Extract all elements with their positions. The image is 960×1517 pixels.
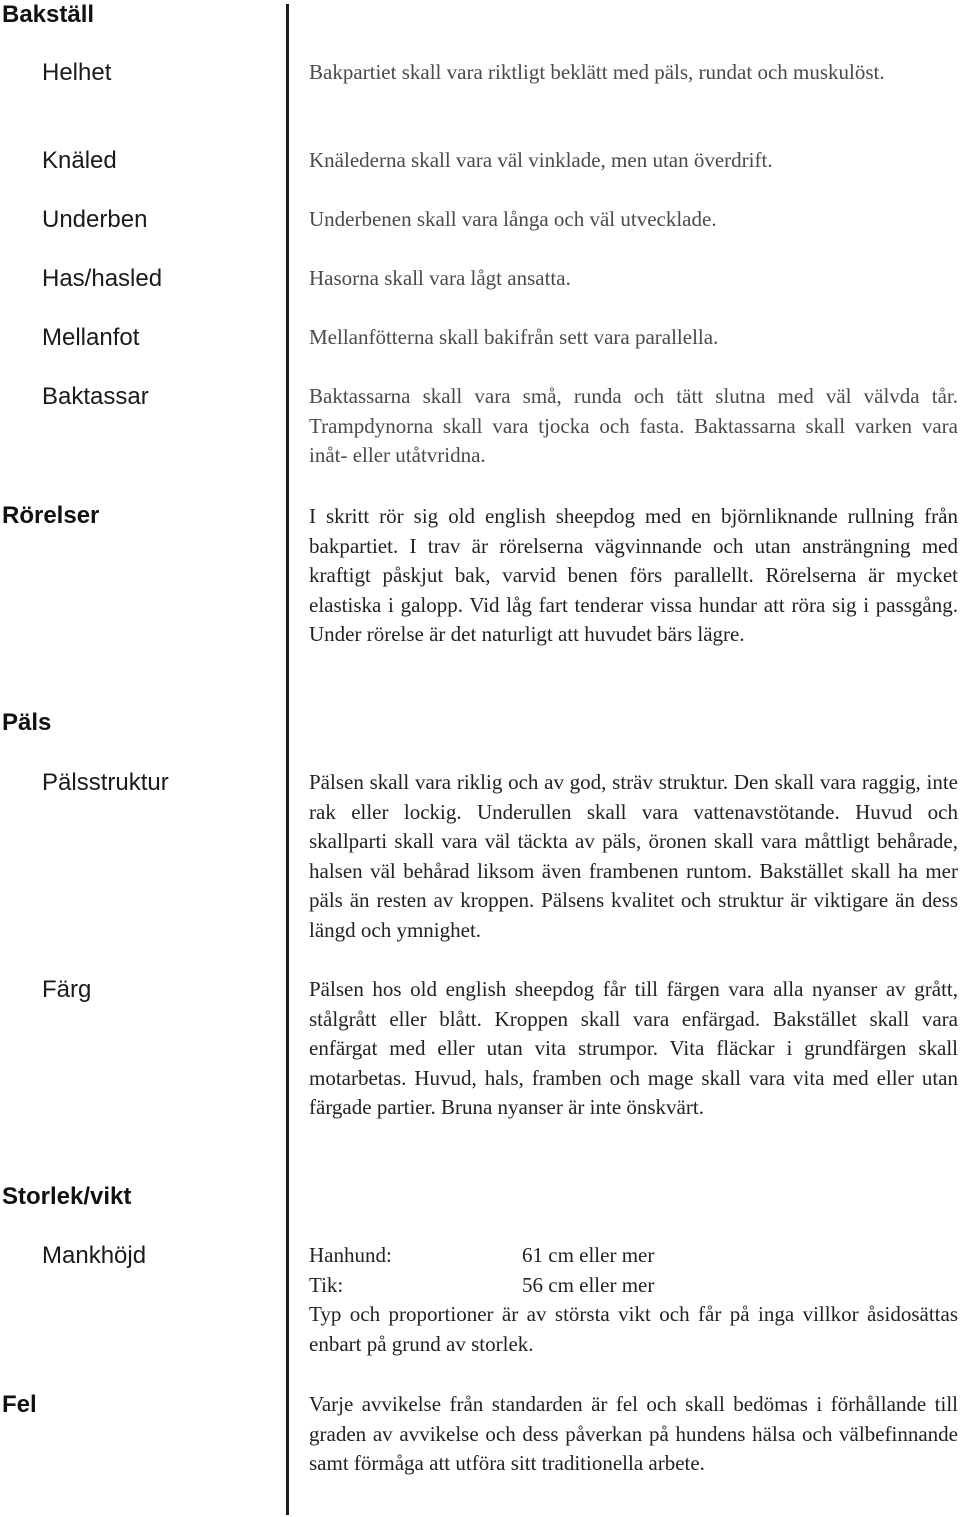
- label-helhet: Helhet: [42, 59, 112, 86]
- tik-value: 56 cm eller mer: [522, 1273, 655, 1297]
- text-farg: Pälsen hos old english sheepdog får till färgen vara alla nyanser av grått, stålgrått eller blått. Kroppen skall vara enfärgad. Bakstället skall vara enfärgat med eller utan vita strumpor. Vita fläckar i grundfärgen skall motarbetas. Huvud, hals, framben och mage skall vara vita med eller utan färgade partier. Bruna nyanser är inte önskvärt.: [309, 977, 958, 1120]
- label-has: Has/hasled: [42, 265, 163, 292]
- hanhund-value: 61 cm eller mer: [522, 1243, 655, 1267]
- label-knaled: Knäled: [42, 147, 117, 174]
- label-mellanfot: Mellanfot: [42, 324, 140, 351]
- text-fel: Varje avvikelse från standarden är fel och skall bedömas i förhållande till graden av avvikelse och dess påverkan på hundens hälsa och välbefinnande samt förmåga att utföra sitt traditionella arbete.: [309, 1392, 958, 1476]
- text-knaled: Knälederna skall vara väl vinklade, men utan överdrift.: [309, 148, 773, 172]
- label-baktassar: Baktassar: [42, 383, 149, 410]
- text-helhet: Bakpartiet skall vara riktligt beklätt med päls, rundat och muskulöst.: [309, 60, 885, 84]
- section-heading-rorelser: Rörelser: [2, 502, 100, 529]
- text-storlek-note: Typ och proportioner är av största vikt och får på inga villkor åsidosättas enbart på grund av storlek.: [309, 1302, 958, 1356]
- label-underben: Underben: [42, 206, 148, 233]
- text-underben: Underbenen skall vara långa och väl utvecklade.: [309, 207, 717, 231]
- section-heading-fel: Fel: [2, 1391, 37, 1418]
- tik-label: Tik:: [309, 1273, 344, 1297]
- section-heading-pals: Päls: [2, 709, 52, 736]
- row-hanhund: [309, 1241, 654, 1271]
- section-heading-storlek: Storlek/vikt: [2, 1183, 132, 1210]
- hanhund-label: Hanhund:: [309, 1243, 392, 1267]
- text-baktassar: Baktassarna skall vara små, runda och tätt slutna med väl välvda tår. Trampdynorna skall vara tjocka och fasta. Baktassarna skall varken vara inåt- eller utåtvridna.: [309, 384, 958, 468]
- text-palsstruktur: Pälsen skall vara riklig och av god, sträv struktur. Den skall vara raggig, inte rak eller lockig. Underullen skall vara vattenavstötande. Huvud och skallparti skall vara väl täckta av päls, öronen skall vara måttligt behårade, halsen väl behårad liksom även frambenen runtom. Bakstället skall ha mer päls än resten av kroppen. Pälsens kvalitet och struktur är viktigare än dess längd och ymnighet.: [309, 770, 958, 942]
- section-heading-bakstall: Bakställ: [2, 1, 95, 28]
- text-rorelser: I skritt rör sig old english sheepdog med en björnliknande rullning från bakpartiet. I trav är rörelserna vägvinnande och utan ansträngning med kraftigt påskjut bak, varvid benen förs parallellt. Rörelserna är mycket elastiska i galopp. Vid låg fart tenderar vissa hundar att röra sig i passgång. Under rörelse är det naturligt att huvudet bärs lägre.: [309, 504, 958, 647]
- label-farg: Färg: [42, 976, 92, 1003]
- label-mankhojd: Mankhöjd: [42, 1242, 147, 1269]
- label-palsstruktur: Pälsstruktur: [42, 769, 169, 796]
- text-mellanfot: Mellanfötterna skall bakifrån sett vara parallella.: [309, 325, 719, 349]
- column-divider: [286, 4, 289, 1515]
- text-has: Hasorna skall vara lågt ansatta.: [309, 266, 571, 290]
- row-tik: [309, 1271, 654, 1301]
